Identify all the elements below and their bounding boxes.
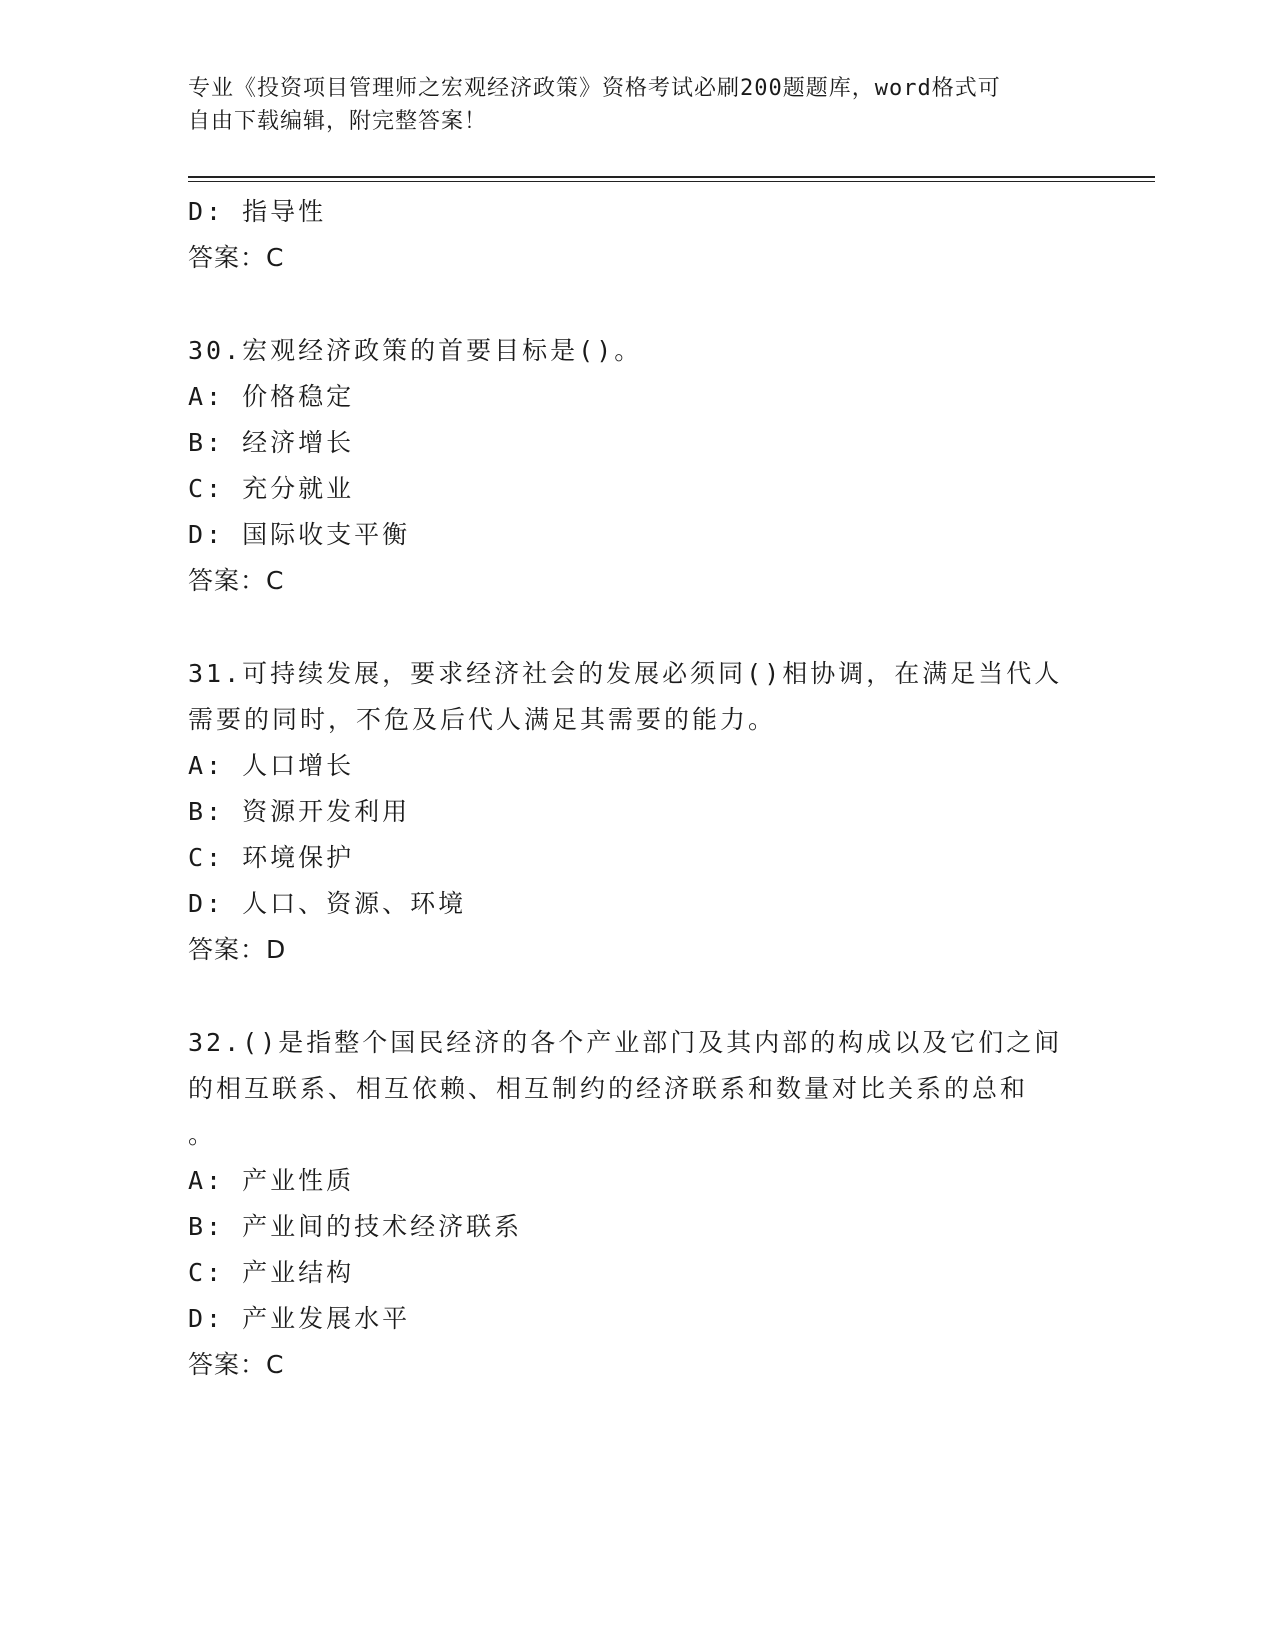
option-b: B: 资源开发利用 <box>188 797 411 826</box>
document-header <box>188 72 1088 138</box>
option-c: C: 产业结构 <box>188 1258 355 1287</box>
question-31 <box>188 651 1088 973</box>
answer-line: 答案：C <box>188 566 285 595</box>
question-list <box>188 189 1088 1388</box>
option-d: D: 产业发展水平 <box>188 1304 411 1333</box>
question-stem-line: 的相互联系、相互依赖、相互制约的经济联系和数量对比关系的总和 <box>188 1074 1029 1103</box>
answer-line: 答案：C <box>188 243 285 272</box>
option-b: B: 产业间的技术经济联系 <box>188 1212 523 1241</box>
question-stem-line: 。 <box>188 1120 217 1149</box>
option-d: D: 指导性 <box>188 197 327 226</box>
answer-line: 答案：D <box>188 935 287 964</box>
question-stem-line: 需要的同时，不危及后代人满足其需要的能力。 <box>188 705 777 734</box>
header-divider-thin <box>188 181 1155 182</box>
option-a: A: 价格稳定 <box>188 382 355 411</box>
option-d: D: 人口、资源、环境 <box>188 889 467 918</box>
header-divider-thick <box>188 176 1155 178</box>
header-line-1: 专业《投资项目管理师之宏观经济政策》资格考试必刷200题题库，word格式可 <box>188 76 1001 101</box>
header-line-2: 自由下载编辑，附完整答案！ <box>188 109 488 134</box>
option-d: D: 国际收支平衡 <box>188 520 411 549</box>
carryover-block <box>188 189 1088 281</box>
option-c: C: 充分就业 <box>188 474 355 503</box>
question-stem-line: 30.宏观经济政策的首要目标是()。 <box>188 336 643 365</box>
question-30 <box>188 328 1088 604</box>
question-stem-line: 31.可持续发展，要求经济社会的发展必须同()相协调，在满足当代人 <box>188 659 1063 688</box>
question-stem-line: 32.()是指整个国民经济的各个产业部门及其内部的构成以及它们之间 <box>188 1028 1063 1057</box>
option-a: A: 产业性质 <box>188 1166 355 1195</box>
option-b: B: 经济增长 <box>188 428 355 457</box>
option-a: A: 人口增长 <box>188 751 355 780</box>
option-c: C: 环境保护 <box>188 843 355 872</box>
answer-line: 答案：C <box>188 1350 285 1379</box>
question-32 <box>188 1020 1088 1388</box>
